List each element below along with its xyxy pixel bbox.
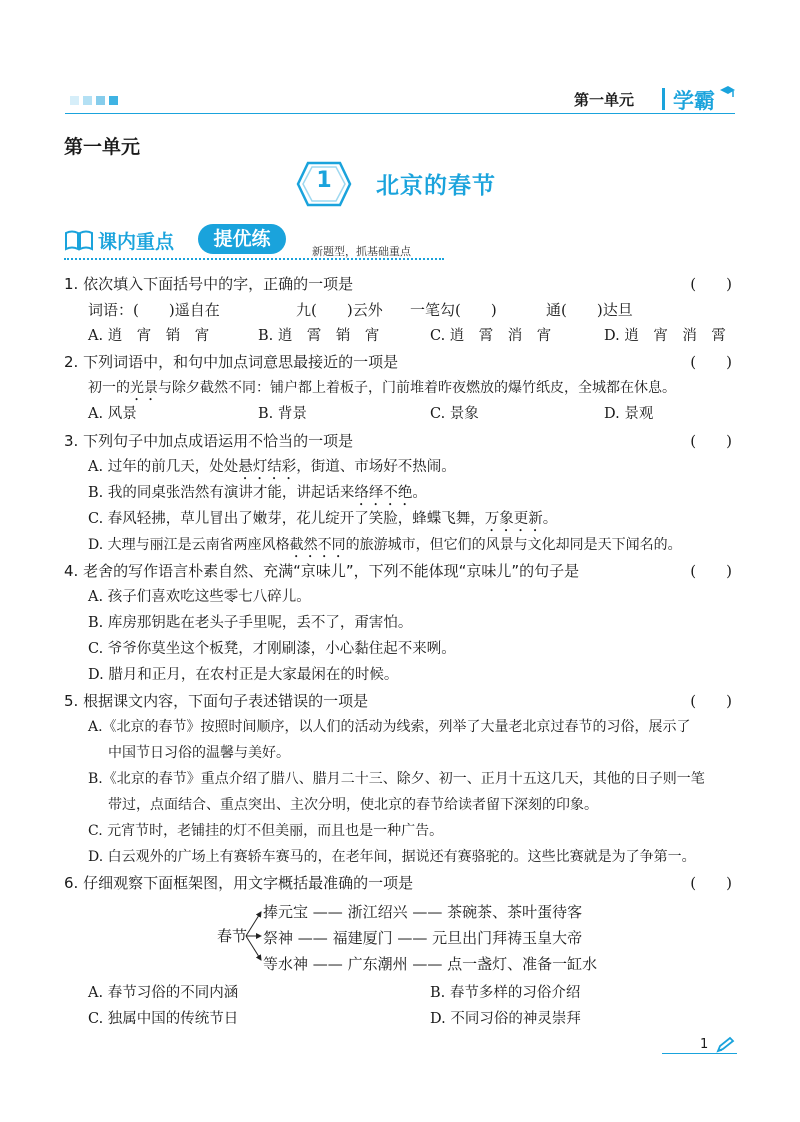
q1-option[interactable]: D. 逍 宵 消 霄 [604,328,726,344]
q3-option-d[interactable]: D. 大理与丽江是云南省两座风格截然不同的旅游城市，但它们的风景与文化却同是天下闻名的。 [88,537,682,553]
q3-option-a[interactable]: A. 过年的前几天，处处悬灯结彩，街道、市场好不热闹。 [88,459,456,475]
q1-word: 词语：( )遥自在 [88,301,220,319]
q5-option-a[interactable]: A.《北京的春节》按照时间顺序，以人们的活动为线索，列举了大量老北京过春节的习俗，展示了 [88,719,691,735]
q6-option[interactable]: C. 独属中国的传统节日 [88,1011,239,1027]
header-deco-square [70,96,79,105]
q2-option[interactable]: C. 景象 [430,406,479,422]
lesson-number: 1 [316,168,332,193]
q6-option[interactable]: B. 春节多样的习俗介绍 [430,985,581,1001]
q5-stem: 5. 根据课文内容，下面句子表述错误的一项是 [64,692,369,710]
dotted-word: 光景 [130,380,158,396]
diagram-row: 祭神 —— 福建厦门 —— 元旦出门拜祷玉皇大帝 [263,929,583,947]
q1-word: 九( )云外 [296,301,383,319]
answer-blank[interactable]: ( ) [690,432,732,450]
header-rule [65,113,735,114]
q5-option-c[interactable]: C. 元宵节时，老铺挂的灯不但美丽，而且也是一种广告。 [88,823,444,839]
q5-option-d[interactable]: D. 白云观外的广场上有赛轿车赛马的，在老年间，据说还有赛骆驼的。这些比赛就是为了争第一。 [88,849,696,865]
q6-stem: 6. 仔细观察下面框架图，用文字概括最准确的一项是 [64,874,414,892]
header-deco-square [96,96,105,105]
q6-option[interactable]: D. 不同习俗的神灵崇拜 [430,1011,581,1027]
q2-option[interactable]: D. 景观 [604,406,654,422]
dotted-word: 截然不同 [289,537,346,553]
q1-word: 一笔勾( ) [410,301,497,319]
unit-title: 第一单元 [64,136,141,158]
q2-option[interactable]: A. 风景 [88,406,137,422]
section-badge: 提优练 [198,224,286,254]
q6-option[interactable]: A. 春节习俗的不同内涵 [88,985,239,1001]
header-unit: 第一单元 [574,91,635,109]
answer-blank[interactable]: ( ) [690,874,732,892]
brand-logo: 学霸 [673,89,715,113]
dotted-word: 络绎不绝 [354,485,413,501]
q4-option[interactable]: C. 爷爷你莫坐这个板凳，才刚刷漆，小心黏住起不来咧。 [88,641,456,657]
q4-stem: 4. 老舍的写作语言朴素自然、充满“京味儿”，下列不能体现“京味儿”的句子是 [64,562,580,580]
q4-option[interactable]: D. 腊月和正月，在农村正是大家最闲在的时候。 [88,667,399,683]
q2-stem: 2. 下列词语中，和句中加点词意思最接近的一项是 [64,353,399,371]
page-number: 1 [700,1037,709,1052]
answer-blank[interactable]: ( ) [690,275,732,293]
diagram-row: 捧元宝 —— 浙江绍兴 —— 茶碗茶、茶叶蛋待客 [263,903,583,921]
q1-option[interactable]: C. 逍 霄 消 宵 [430,328,552,344]
header-deco-square [109,96,118,105]
q4-option[interactable]: B. 库房那钥匙在老头子手里呢，丢不了，甭害怕。 [88,615,413,631]
section-tagline: 新题型，抓基础重点 [312,245,411,258]
diagram-row: 等水神 —— 广东潮州 —— 点一盏灯、准备一缸水 [263,955,598,973]
q5-option-a-cont: 中国节日习俗的温馨与美好。 [108,745,290,761]
section-label: 课内重点 [98,231,175,253]
diagram-arrows [245,900,265,972]
header-divider [662,88,665,110]
answer-blank[interactable]: ( ) [690,692,732,710]
lesson-title: 北京的春节 [376,173,496,199]
q5-option-b-cont: 带过，点面结合、重点突出、主次分明，使北京的春节给读者留下深刻的印象。 [108,797,598,813]
q3-option-b[interactable]: B. 我的同桌张浩然有演讲才能，讲起话来络绎不绝。 [88,485,427,501]
mortarboard-icon [718,84,736,98]
section-dotted-rule [64,258,444,260]
dotted-word: 悬灯结彩 [238,459,297,475]
pencil-icon [715,1036,735,1054]
dotted-word: 万象更新 [484,511,543,527]
q4-option[interactable]: A. 孩子们喜欢吃这些零七八碎儿。 [88,589,311,605]
q1-option[interactable]: A. 逍 宵 销 宵 [88,328,210,344]
q1-stem: 1. 依次填入下面括号中的字，正确的一项是 [64,275,354,293]
open-book-icon [64,229,94,251]
q1-word: 通( )达旦 [546,301,633,319]
answer-blank[interactable]: ( ) [690,562,732,580]
answer-blank[interactable]: ( ) [690,353,732,371]
q3-option-c[interactable]: C. 春风轻拂，草儿冒出了嫩芽，花儿绽开了笑脸，蜂蝶飞舞，万象更新。 [88,511,558,527]
diagram-root: 春节 [217,927,248,945]
q1-option[interactable]: B. 逍 霄 销 宵 [258,328,380,344]
header-deco-square [83,96,92,105]
q5-option-b[interactable]: B.《北京的春节》重点介绍了腊八、腊月二十三、除夕、初一、正月十五这几天，其他的日子则一笔 [88,771,705,787]
q2-option[interactable]: B. 背景 [258,406,307,422]
q2-sentence: 初一的光景与除夕截然不同：铺户都上着板子，门前堆着昨夜燃放的爆竹纸皮，全城都在休息。 [88,380,676,396]
q3-stem: 3. 下列句子中加点成语运用不恰当的一项是 [64,432,354,450]
